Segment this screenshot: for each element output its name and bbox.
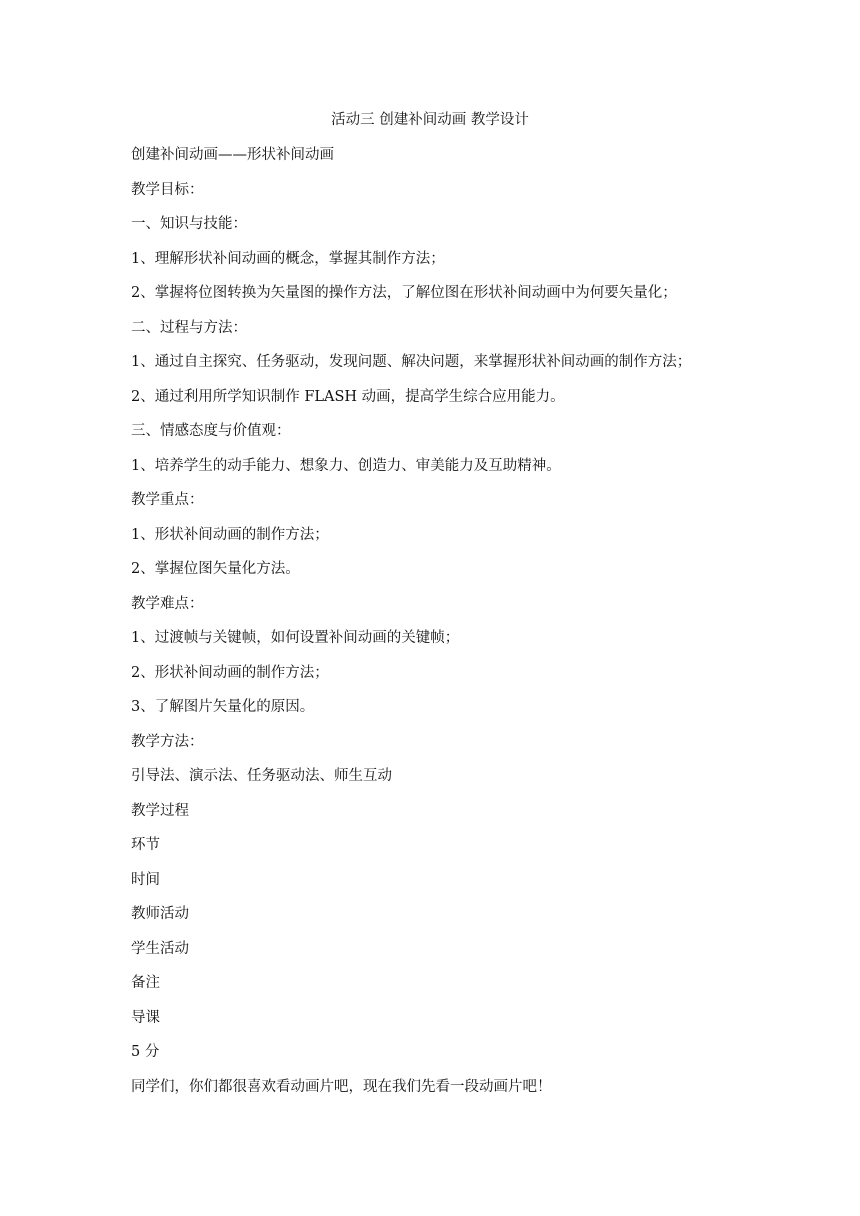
text-line: 教学方法： [131, 733, 204, 750]
text-line: 2、通过利用所学知识制作 FLASH 动画，提高学生综合应用能力。 [131, 388, 565, 405]
text-line: 1、培养学生的动手能力、想象力、创造力、审美能力及互助精神。 [131, 457, 561, 474]
text-line: 环节 [131, 837, 160, 853]
document-title: 活动三 创建补间动画 教学设计 [331, 112, 529, 128]
text-line: 2、形状补间动画的制作方法； [131, 664, 329, 681]
text-line: 备注 [131, 975, 160, 991]
text-line: 二、过程与方法： [131, 319, 247, 336]
text-line: 教师活动 [131, 906, 189, 922]
text-line: 引导法、演示法、任务驱动法、师生互动 [131, 768, 392, 784]
text-line: 3、了解图片矢量化的原因。 [131, 699, 315, 715]
text-line: 1、形状补间动画的制作方法； [131, 526, 329, 543]
text-line: 三、情感态度与价值观： [131, 423, 291, 439]
text-line: 学生活动 [131, 940, 189, 957]
text-line: 1、理解形状补间动画的概念，掌握其制作方法； [131, 250, 445, 267]
text-line: 2、掌握将位图转换为矢量图的操作方法，了解位图在形状补间动画中为何要矢量化； [131, 285, 677, 301]
text-line: 教学过程 [131, 802, 189, 819]
text-line: 时间 [131, 871, 160, 888]
text-line: 2、掌握位图矢量化方法。 [131, 561, 300, 577]
text-line: 同学们，你们都很喜欢看动画片吧，现在我们先看一段动画片吧！ [131, 1078, 552, 1095]
text-line: 5 分 [131, 1044, 160, 1060]
text-line: 教学难点： [131, 595, 204, 612]
text-line: 教学重点： [131, 492, 204, 508]
text-line: 教学目标： [131, 181, 204, 198]
document-body [131, 145, 691, 1111]
text-line: 创建补间动画——形状补间动画 [131, 147, 334, 163]
text-line: 1、过渡帧与关键帧，如何设置补间动画的关键帧； [131, 630, 460, 646]
text-line: 导课 [131, 1009, 160, 1026]
text-line: 1、通过自主探究、任务驱动，发现问题、解决问题，来掌握形状补间动画的制作方法； [131, 354, 692, 370]
text-line: 一、知识与技能： [131, 216, 247, 232]
